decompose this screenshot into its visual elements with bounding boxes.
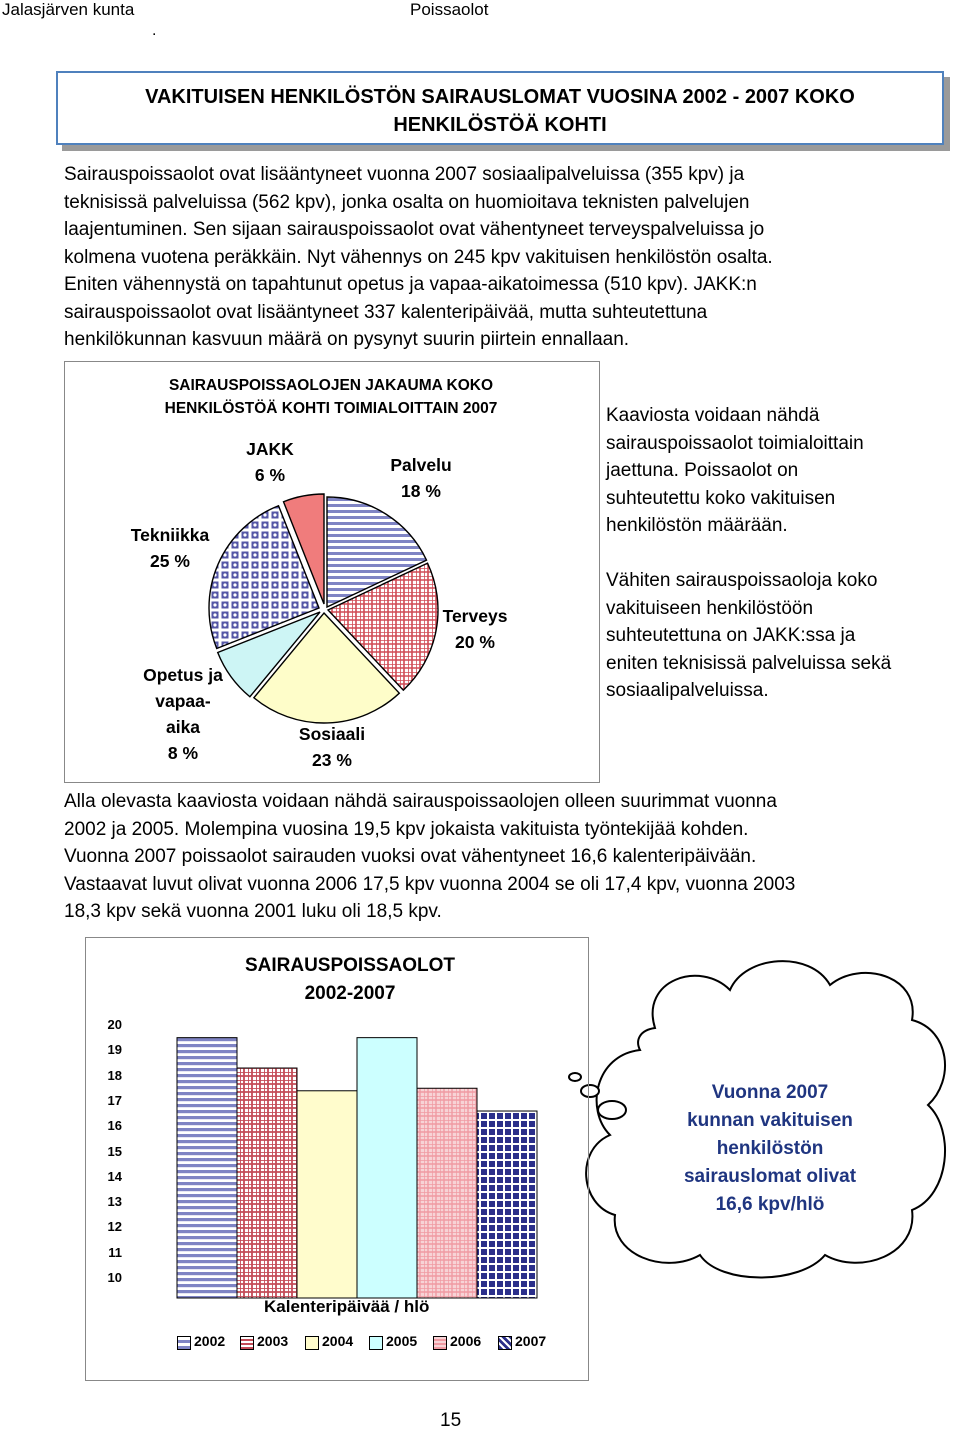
title-line-1: VAKITUISEN HENKILÖSTÖN SAIRAUSLOMAT VUOSINA 2002 - 2007 KOKO [145,86,855,108]
pie-label-tekniikka [110,522,230,574]
cloud-line: kunnan vakituisen [687,1110,853,1131]
cloud-line: henkilöstön [716,1138,824,1159]
text-line: 2002 ja 2005. Molempina vuosina 19,5 kpv jokaista vakituista työntekijää kohden. [64,818,749,840]
cloud-line: sairauslomat olivat [683,1166,857,1187]
y-tick-label: 20 [107,1017,122,1032]
summary-paragraph [64,788,795,926]
legend-label: 2004 [322,1333,354,1349]
pie-label-sosiaali [282,721,382,773]
y-tick-label: 18 [107,1067,122,1083]
pie-label-palvelu [373,452,469,504]
label-text: Opetus ja [143,665,223,685]
text-line: jaettuna. Poissaolot on [606,460,799,481]
text-line: Alla olevasta kaaviosta voidaan nähdä sairauspoissaolojen olleen suurimmat vuonna [64,791,777,812]
y-tick-label: 12 [107,1219,122,1235]
text-line: Sairauspoissaolot ovat lisääntyneet vuonna 2007 sosiaalipalveluissa (355 kpv) ja [64,164,745,185]
legend-swatch [305,1336,319,1350]
pie-label-opetus [128,662,238,766]
label-text: Tekniikka [130,525,210,545]
bar-title-line: 2002-2007 [304,983,396,1004]
label-value: 20 % [455,632,495,652]
header-organization: Jalasjärven kunta [2,0,135,19]
text-line: eniten teknisissä palveluissa sekä [606,652,892,674]
pie-title-line: HENKILÖSTÖÄ KOHTI TOIMIALOITTAIN 2007 [164,400,498,417]
y-tick-label: 15 [107,1143,122,1159]
legend-label: 2006 [450,1333,482,1349]
pie-label-jakk [240,436,300,488]
label-text: JAKK [246,439,294,459]
side-note-2 [606,567,891,705]
legend-label: 2002 [194,1333,226,1349]
text-line: 18,3 kpv sekä vuonna 2001 luku oli 18,5 kpv. [64,901,442,922]
label-value: 23 % [312,750,352,770]
bar-chart-title [200,952,500,1008]
text-line: kolmena vuotena peräkkäin. Nyt vähennys on 245 kpv vakituisen henkilöstön osalta. [64,246,773,268]
y-tick-label: 19 [107,1042,122,1058]
label-value: 6 % [254,465,286,485]
text-line: henkilökunnan kasvuun määrä on pysynyt suurin piirtein ennallaan. [64,329,630,350]
text-line: laajentuminen. Sen sijaan sairauspoissaolot ovat vähentyneet terveyspalveluissa jo [64,219,765,240]
y-tick-label: 11 [108,1244,122,1260]
y-tick-label: 17 [107,1092,122,1108]
pie-label-terveys [430,603,520,655]
label-text: aika [165,717,201,737]
bar-title-line: SAIRAUSPOISSAOLOT [244,955,456,976]
title-line-2: HENKILÖSTÖÄ KOHTI [393,114,607,136]
legend-swatch [369,1336,383,1350]
text-line: Vähiten sairauspoissaoloja koko [606,570,878,591]
label-value: 8 % [167,743,199,763]
text-line: vakituiseen henkilöstöön [606,597,814,619]
bar-x-axis-label: Kalenteripäivää / hlö [264,1297,430,1316]
legend-swatch [498,1336,512,1350]
y-tick-label: 13 [107,1194,122,1210]
text-line: sairauspoissaolot toimialoittain [606,432,864,454]
text-line: sosiaalipalveluissa. [606,680,769,701]
text-line: Eniten vähennystä on tapahtunut opetus ja vapaa-aikatoimessa (510 kpv). JAKK:n [64,274,757,295]
text-line: Kaaviosta voidaan nähdä [606,405,820,426]
y-tick-label: 16 [107,1118,122,1134]
legend-swatch [240,1336,254,1350]
label-text: Sosiaali [298,724,366,744]
pie-chart [209,494,438,723]
legend-label: 2003 [257,1333,289,1349]
cloud-line: 16,6 kpv/hlö [715,1194,825,1215]
header-dot: . [152,22,157,39]
side-note-1 [606,402,864,540]
cloud-callout-text [640,1079,900,1219]
text-line: suhteutettu koko vakituisen [606,487,836,509]
header-section: Poissaolot [410,0,489,19]
label-text: vapaa- [155,691,211,711]
text-line: suhteutettuna on JAKK:ssa ja [606,625,856,646]
label-text: Palvelu [390,455,452,475]
y-tick-label: 14 [107,1168,122,1184]
page-number: 15 [440,1410,462,1431]
text-line: Vastaavat luvut olivat vuonna 2006 17,5 kpv vuonna 2004 se oli 17,4 kpv, vuonna 2003 [64,873,796,895]
label-value: 18 % [401,481,441,501]
legend-label: 2007 [515,1333,547,1349]
text-line: sairauspoissaolot ovat lisääntyneet 337 kalenteripäivää, mutta suhteutettuna [64,301,708,323]
cloud-line: Vuonna 2007 [711,1082,829,1103]
label-value: 25 % [150,551,190,571]
pie-title-line: SAIRAUSPOISSAOLOJEN JAKAUMA KOKO [168,377,494,394]
legend-label: 2005 [386,1333,418,1349]
text-line: teknisissä palveluissa (562 kpv), jonka osalta on huomioitava teknisten palvelujen [64,191,750,213]
y-tick-label: 10 [107,1270,122,1285]
label-text: Terveys [442,606,508,626]
legend-swatch [177,1336,191,1350]
text-line: henkilöstön määrään. [606,515,788,536]
text-line: Vuonna 2007 poissaolot sairauden vuoksi ovat vähentyneet 16,6 kalenteripäivään. [64,846,757,867]
legend-swatch [433,1336,447,1350]
